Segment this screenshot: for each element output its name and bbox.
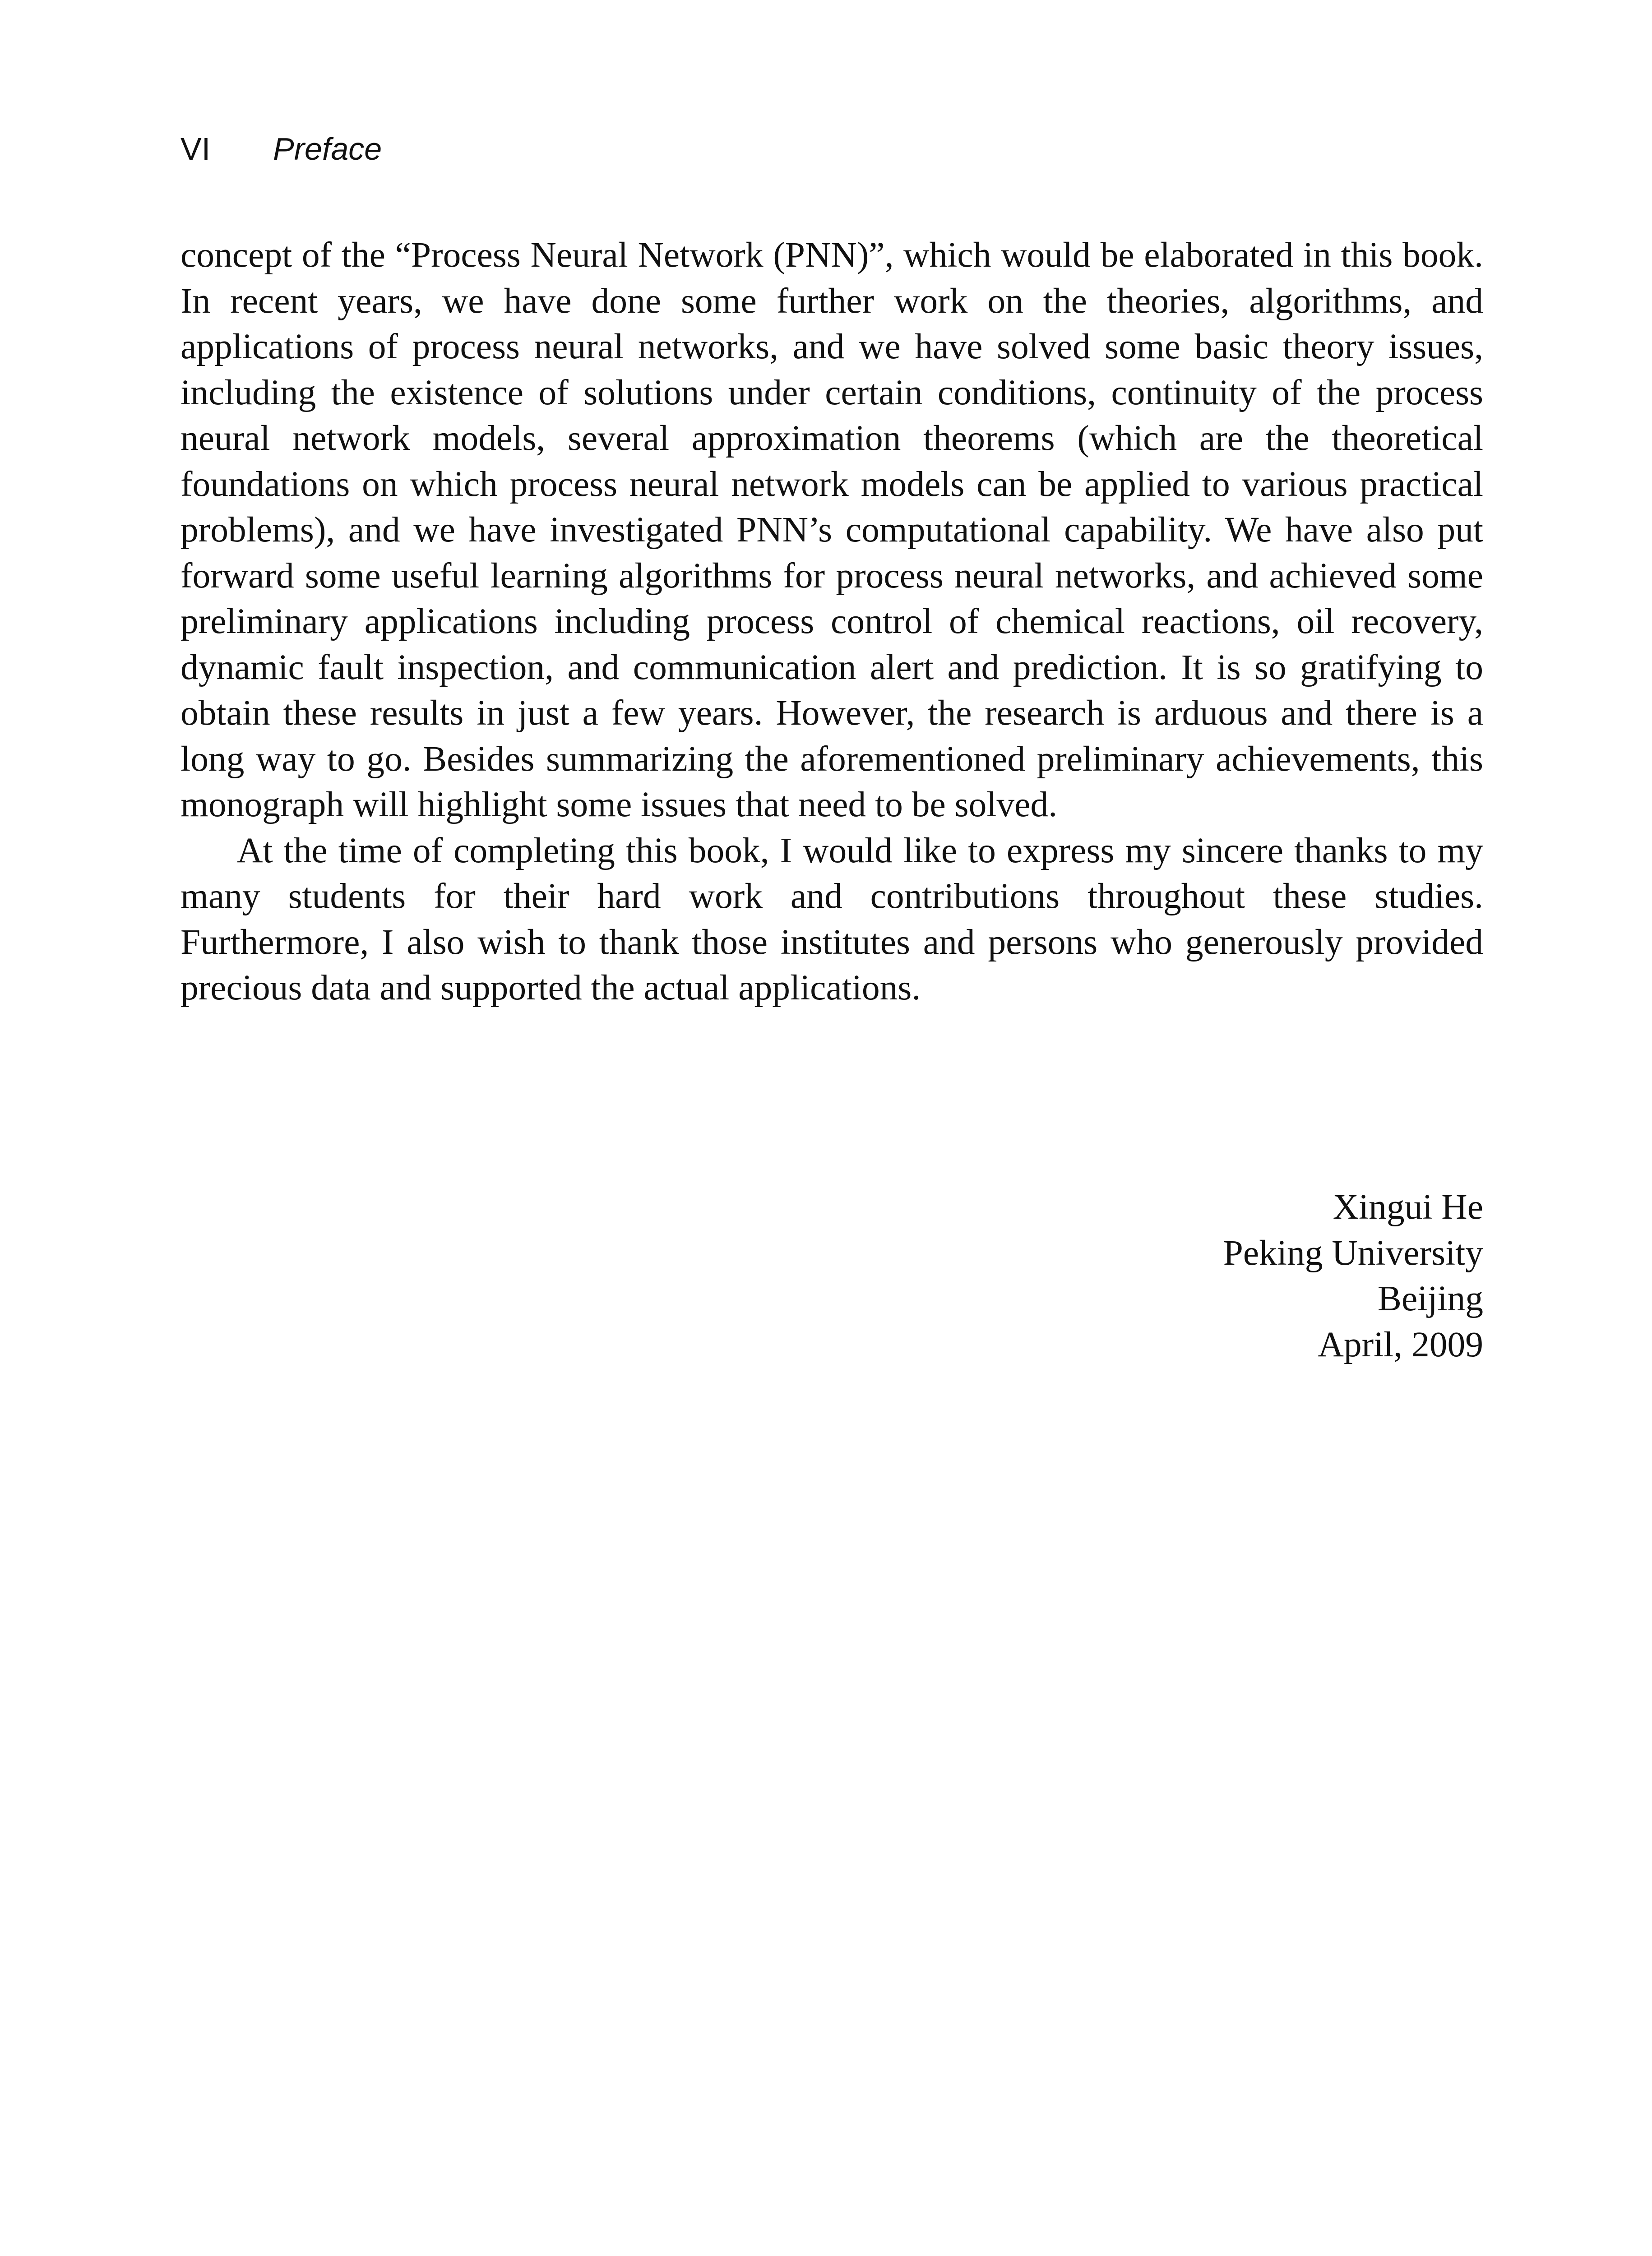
author-city: Beijing (1377, 1279, 1483, 1318)
paragraph-continued: concept of the “Process Neural Network (PNN)”, which would be elaborated in this book. In recent years, we have done some further work on the theories, algorithms, and applications of process neural networks, and we have solved some basic theory issues, including the existence of solutions under certain conditions, continuity of the process neural network models, several approximation theorems (which are the theoretical foundations on which process neural network models can be applied to various practical problems), and we have investigated PNN’s computational capability. We have also put forward some useful learning algorithms for process neural networks, and achieved some preliminary applications including process control of chemical reactions, oil recovery, dynamic fault inspection, and communication alert and prediction. It is so gratifying to obtain these results in just a few years. However, the research is arduous and there is a long way to go. Besides summarizing the aforementioned preliminary achievements, this monograph will highlight some issues that need to be solved. (180, 235, 1483, 824)
author-affiliation: Peking University (1223, 1233, 1483, 1273)
running-header (180, 131, 382, 171)
paragraph-acknowledgements: At the time of completing this book, I would like to express my sincere thanks to my many students for their hard work and contributions throughout these studies. Furthermore, I also wish to thank those institutes and persons who generously provided precious data and supported the actual applications. (180, 830, 1483, 1008)
page-number: VI (180, 131, 211, 166)
signature-block (1223, 1184, 1483, 1368)
preface-body (180, 232, 1483, 1011)
running-title: Preface (273, 131, 382, 166)
signature-date: April, 2009 (1318, 1324, 1483, 1364)
author-name: Xingui He (1333, 1187, 1483, 1227)
